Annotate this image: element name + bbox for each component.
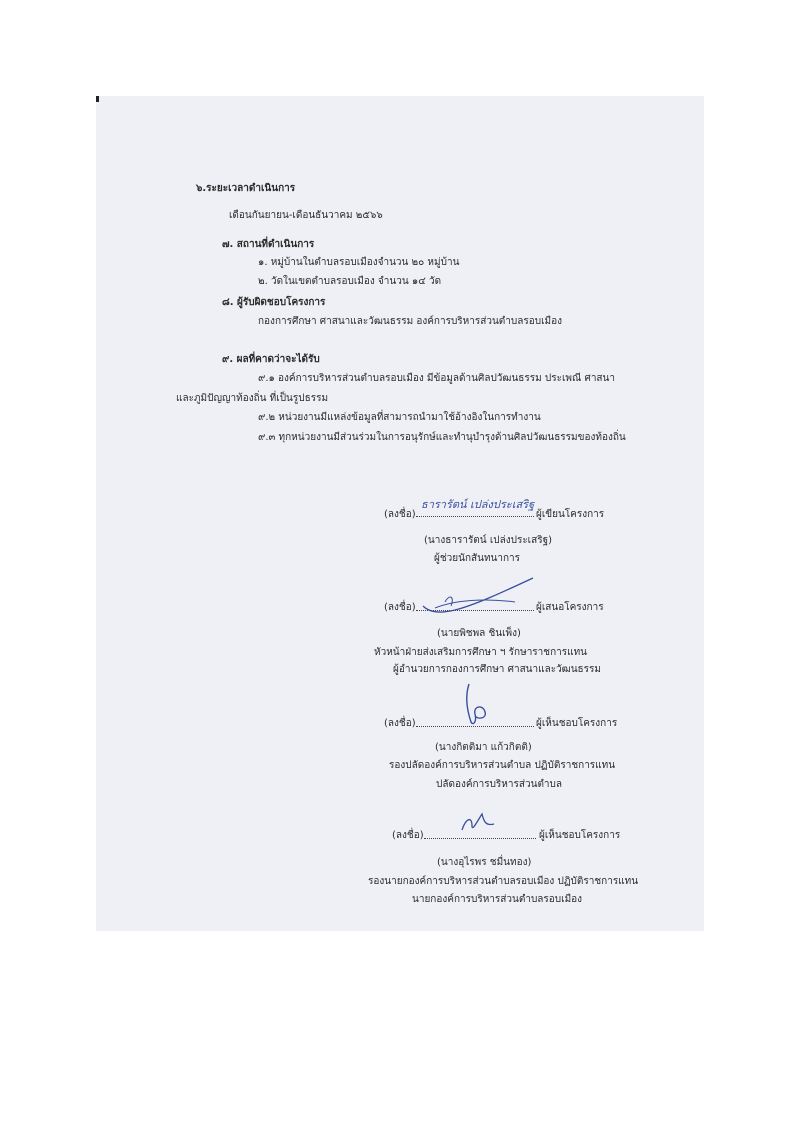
role-1: ผู้เขียนโครงการ: [536, 509, 605, 520]
role-3: ผู้เห็นชอบโครงการ: [536, 718, 618, 729]
section-9-item-1-line-2: และภูมิปัญญาท้องถิ่น ที่เป็นรูปธรรม: [176, 393, 329, 404]
signer-name-3: (นางกิตติมา แก้วกิตติ): [435, 742, 532, 753]
sign-label-1: (ลงชื่อ): [384, 509, 416, 520]
handwritten-signature-1: ธารารัตน์ เปล่งประเสริฐ: [421, 498, 535, 511]
signer-title-3-line-1: รองปลัดองค์การบริหารส่วนตำบล ปฏิบัติราชการแทน: [389, 760, 616, 771]
section-9-item-2: ๙.๒ หน่วยงานมีแหล่งข้อมูลที่สามารถนำมาใช้อ้างอิงในการทำงาน: [258, 412, 541, 423]
sign-label-4: (ลงชื่อ): [392, 830, 424, 841]
signer-title-3-line-2: ปลัดองค์การบริหารส่วนตำบล: [436, 779, 563, 790]
section-8-heading: ๘. ผู้รับผิดชอบโครงการ: [222, 297, 326, 308]
section-8-body: กองการศึกษา ศาสนาและวัฒนธรรม องค์การบริหารส่วนตำบลรอบเมือง: [258, 316, 563, 327]
signer-title-4-line-1: รองนายกองค์การบริหารส่วนตำบลรอบเมือง ปฏิบัติราชการแทน: [368, 876, 639, 887]
section-9-item-1-line-1: ๙.๑ องค์การบริหารส่วนตำบลรอบเมือง มีข้อมูลด้านศิลปวัฒนธรรม ประเพณี ศาสนา: [258, 373, 615, 384]
handwritten-signature-4: [458, 808, 498, 838]
handwritten-signature-2: [415, 572, 545, 622]
signer-title-4-line-2: นายกองค์การบริหารส่วนตำบลรอบเมือง: [412, 894, 583, 905]
section-7-item-1: ๑. หมู่บ้านในตำบลรอบเมืองจำนวน ๒๐ หมู่บ้าน: [258, 257, 460, 268]
role-2: ผู้เสนอโครงการ: [536, 602, 604, 613]
signer-name-4: (นางอุไรพร ชมื่นทอง): [437, 857, 532, 868]
signer-name-2: (นายพิชพล ชินเพ็ง): [437, 628, 521, 639]
scan-edge-mark: [96, 96, 99, 102]
sign-label-2: (ลงชื่อ): [384, 602, 416, 613]
section-9-item-3: ๙.๓ ทุกหน่วยงานมีส่วนร่วมในการอนุรักษ์และทำนุบำรุงด้านศิลปวัฒนธรรมของท้องถิ่น: [258, 432, 626, 443]
signer-title-1-line-1: ผู้ช่วยนักสันทนาการ: [434, 553, 521, 564]
sign-label-3: (ลงชื่อ): [384, 718, 416, 729]
section-9-heading: ๙. ผลที่คาดว่าจะได้รับ: [222, 354, 320, 365]
section-7-item-2: ๒. วัดในเขตตำบลรอบเมือง จำนวน ๑๔ วัด: [258, 276, 442, 287]
role-4: ผู้เห็นชอบโครงการ: [539, 830, 621, 841]
handwritten-signature-3: [455, 682, 495, 728]
section-6-body: เดือนกันยายน-เดือนธันวาคม ๒๕๖๖: [229, 210, 383, 221]
section-6-heading: ๖.ระยะเวลาดำเนินการ: [196, 183, 296, 194]
signer-name-1: (นางธารารัตน์ เปล่งประเสริฐ): [424, 535, 552, 546]
signer-title-2-line-1: หัวหน้าฝ่ายส่งเสริมการศึกษา ฯ รักษาราชการแทน: [374, 647, 587, 658]
signer-title-2-line-2: ผู้อำนวยการกองการศึกษา ศาสนาและวัฒนธรรม: [393, 664, 601, 675]
section-7-heading: ๗. สถานที่ดำเนินการ: [222, 239, 315, 250]
